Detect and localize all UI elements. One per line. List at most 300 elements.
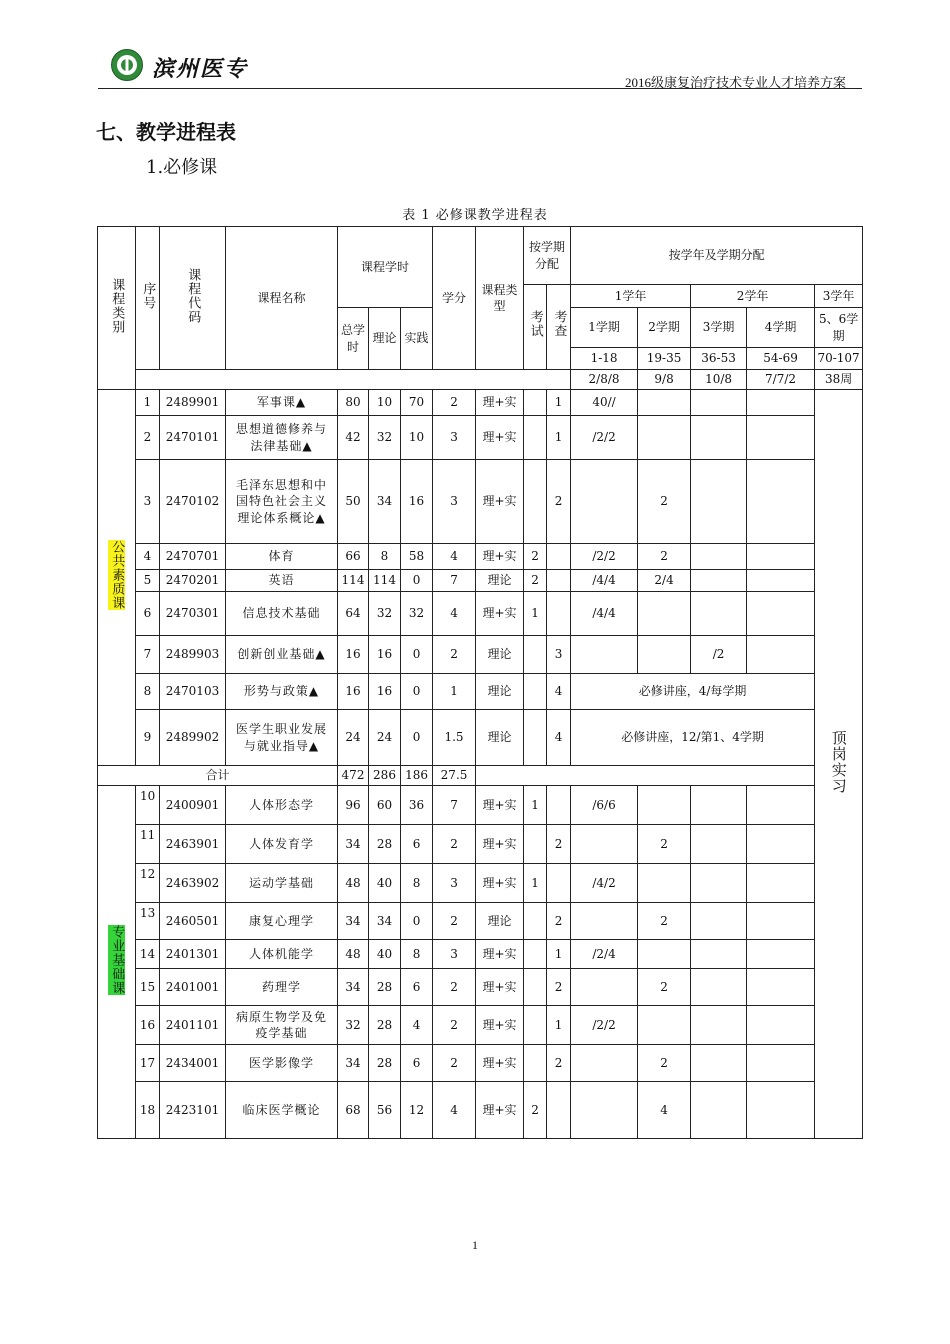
type-cell: 理+实 (476, 544, 524, 570)
internship-label: 顶岗实习 (829, 729, 848, 794)
sem1-cell: 40// (571, 390, 638, 416)
exam-cell (524, 636, 547, 674)
check-cell (547, 544, 571, 570)
seq-cell: 8 (136, 674, 160, 710)
type-cell: 理+实 (476, 592, 524, 636)
seq-label: 15 (139, 979, 156, 994)
sem4-cell (747, 390, 815, 416)
sem1-cell: /6/6 (571, 786, 638, 825)
weeks-sem2: 19-35 (638, 348, 691, 370)
type-cell: 理+实 (476, 864, 524, 903)
table-row (98, 1082, 863, 1139)
code-cell: 2400901 (160, 786, 226, 825)
subtotal-total: 472 (338, 766, 369, 786)
name-cell: 思想道德修养与法律基础▲ (226, 416, 338, 460)
practice-cell: 32 (401, 592, 433, 636)
header-total: 总学时 (338, 308, 369, 370)
table-row (98, 592, 863, 636)
seq-label: 18 (139, 1102, 156, 1117)
theory-cell: 60 (369, 786, 401, 825)
credit-cell: 4 (433, 1082, 476, 1139)
sem3-cell (691, 544, 747, 570)
internship-cell (815, 390, 863, 1139)
table-row (98, 636, 863, 674)
table-row (98, 544, 863, 570)
check-cell: 1 (547, 940, 571, 969)
practice-cell: 0 (401, 636, 433, 674)
table-row (98, 786, 863, 825)
seq-label: 11 (140, 828, 156, 842)
section-subtitle: 1.必修课 (146, 157, 218, 178)
type-cell: 理+实 (476, 825, 524, 864)
subtotal-practice: 186 (401, 766, 433, 786)
header-year2: 2学年 (691, 285, 815, 308)
split-sem1: 2/8/8 (571, 370, 638, 390)
sem1-cell: /2/4 (571, 940, 638, 969)
practice-cell: 6 (401, 825, 433, 864)
code-cell: 2489901 (160, 390, 226, 416)
code-cell: 2434001 (160, 1045, 226, 1082)
exam-cell (524, 674, 547, 710)
sem3-cell (691, 1082, 747, 1139)
weeks-sem3: 36-53 (691, 348, 747, 370)
check-cell: 2 (547, 460, 571, 544)
total-cell: 16 (338, 636, 369, 674)
type-cell: 理+实 (476, 416, 524, 460)
sem2-cell: 2 (638, 903, 691, 940)
check-cell: 2 (547, 903, 571, 940)
seq-cell (136, 1082, 160, 1139)
header-seq: 序号 (136, 227, 160, 370)
practice-cell: 0 (401, 903, 433, 940)
split-sem56: 38周 (815, 370, 863, 390)
name-cell: 医学影像学 (226, 1045, 338, 1082)
practice-cell: 36 (401, 786, 433, 825)
check-cell: 2 (547, 969, 571, 1006)
sem3-cell (691, 390, 747, 416)
check-cell: 2 (547, 1045, 571, 1082)
header-sem4: 4学期 (747, 308, 815, 348)
table-row (98, 864, 863, 903)
name-cell: 医学生职业发展与就业指导▲ (226, 710, 338, 766)
name-cell: 体育 (226, 544, 338, 570)
type-cell: 理论 (476, 710, 524, 766)
sem4-cell (747, 825, 815, 864)
type-cell: 理+实 (476, 786, 524, 825)
sem1-cell (571, 1082, 638, 1139)
check-cell: 1 (547, 1006, 571, 1045)
table-row (98, 460, 863, 544)
sem2-cell (638, 416, 691, 460)
type-cell: 理+实 (476, 460, 524, 544)
header-code: 课程代码 (160, 227, 226, 370)
exam-cell (524, 710, 547, 766)
practice-cell: 0 (401, 710, 433, 766)
exam-cell (524, 903, 547, 940)
seq-cell (136, 1045, 160, 1082)
sem1-cell: /2/2 (571, 1006, 638, 1045)
practice-cell: 10 (401, 416, 433, 460)
name-cell: 病原生物学及免疫学基础 (226, 1006, 338, 1045)
table-row (98, 570, 863, 592)
name-cell: 创新创业基础▲ (226, 636, 338, 674)
total-cell: 34 (338, 1045, 369, 1082)
code-cell: 2401101 (160, 1006, 226, 1045)
sem4-cell (747, 1006, 815, 1045)
name-cell: 信息技术基础 (226, 592, 338, 636)
sem3-cell (691, 825, 747, 864)
total-cell: 66 (338, 544, 369, 570)
type-cell: 理+实 (476, 940, 524, 969)
header-check: 考查 (547, 285, 571, 370)
seq-cell (136, 903, 160, 940)
theory-cell: 10 (369, 390, 401, 416)
sem4-cell (747, 1082, 815, 1139)
credit-cell: 4 (433, 592, 476, 636)
credit-cell: 3 (433, 416, 476, 460)
header-distribution: 按学年及学期分配 (571, 227, 863, 285)
sem4-cell (747, 636, 815, 674)
seq-cell: 7 (136, 636, 160, 674)
table-row (98, 1006, 863, 1045)
theory-cell: 114 (369, 570, 401, 592)
credit-cell: 4 (433, 544, 476, 570)
name-cell: 临床医学概论 (226, 1082, 338, 1139)
practice-cell: 58 (401, 544, 433, 570)
practice-cell: 12 (401, 1082, 433, 1139)
seq-label: 10 (140, 789, 156, 803)
sem1-cell: /4/4 (571, 592, 638, 636)
sem1-cell (571, 460, 638, 544)
school-name: 滨州医专 (152, 56, 249, 82)
sem1-cell (571, 903, 638, 940)
split-sem4: 7/7/2 (747, 370, 815, 390)
type-cell: 理论 (476, 570, 524, 592)
table-row (98, 825, 863, 864)
header-hours: 课程学时 (338, 227, 433, 308)
credit-cell: 3 (433, 864, 476, 903)
school-logo-icon (110, 48, 144, 82)
code-cell: 2423101 (160, 1082, 226, 1139)
header-sem56: 5、6学期 (815, 308, 863, 348)
header-year3: 3学年 (815, 285, 863, 308)
code-cell: 2460501 (160, 903, 226, 940)
sem4-cell (747, 416, 815, 460)
name-cell: 人体机能学 (226, 940, 338, 969)
code-cell: 2470301 (160, 592, 226, 636)
split-sem3: 10/8 (691, 370, 747, 390)
check-cell (547, 786, 571, 825)
credit-cell: 1 (433, 674, 476, 710)
header-name: 课程名称 (226, 227, 338, 370)
header-divider (98, 88, 862, 89)
sem4-cell (747, 570, 815, 592)
sem2-cell (638, 786, 691, 825)
credit-cell: 3 (433, 940, 476, 969)
credit-cell: 2 (433, 825, 476, 864)
header-exam: 考试 (524, 285, 547, 370)
code-cell: 2401301 (160, 940, 226, 969)
code-cell: 2489902 (160, 710, 226, 766)
theory-cell: 40 (369, 864, 401, 903)
table-row (98, 674, 863, 710)
practice-cell: 0 (401, 674, 433, 710)
sem2-cell (638, 390, 691, 416)
theory-cell: 34 (369, 903, 401, 940)
exam-cell: 1 (524, 592, 547, 636)
sem2-cell: 2 (638, 825, 691, 864)
header-sem2: 2学期 (638, 308, 691, 348)
total-cell: 48 (338, 864, 369, 903)
practice-cell: 6 (401, 1045, 433, 1082)
check-cell (547, 864, 571, 903)
table-row (98, 416, 863, 460)
sem3-cell (691, 1045, 747, 1082)
type-cell: 理论 (476, 903, 524, 940)
sem3-cell: /2 (691, 636, 747, 674)
header-blank (136, 370, 571, 390)
sem4-cell (747, 940, 815, 969)
practice-cell: 6 (401, 969, 433, 1006)
exam-cell (524, 825, 547, 864)
sem1-cell (571, 636, 638, 674)
name-cell: 军事课▲ (226, 390, 338, 416)
sem3-cell (691, 592, 747, 636)
sem1-cell (571, 969, 638, 1006)
sem2-cell: 2 (638, 1045, 691, 1082)
code-cell: 2470201 (160, 570, 226, 592)
theory-cell: 16 (369, 636, 401, 674)
header-credit: 学分 (433, 227, 476, 370)
name-cell: 康复心理学 (226, 903, 338, 940)
seq-cell (136, 940, 160, 969)
sem1-cell (571, 825, 638, 864)
weeks-sem4: 54-69 (747, 348, 815, 370)
theory-cell: 16 (369, 674, 401, 710)
code-cell: 2470101 (160, 416, 226, 460)
seq-cell: 4 (136, 544, 160, 570)
sem3-cell (691, 570, 747, 592)
sem4-cell (747, 544, 815, 570)
total-cell: 80 (338, 390, 369, 416)
check-cell: 3 (547, 636, 571, 674)
name-cell: 形势与政策▲ (226, 674, 338, 710)
sem4-cell (747, 786, 815, 825)
sem3-cell (691, 903, 747, 940)
name-cell: 毛泽东思想和中国特色社会主义理论体系概论▲ (226, 460, 338, 544)
header-assess: 按学期分配 (524, 227, 571, 285)
subtotal-label: 合计 (98, 766, 338, 786)
sem3-cell (691, 1006, 747, 1045)
practice-cell: 70 (401, 390, 433, 416)
sem4-cell (747, 1045, 815, 1082)
check-cell: 2 (547, 825, 571, 864)
sem4-cell (747, 903, 815, 940)
total-cell: 68 (338, 1082, 369, 1139)
sem1-cell (571, 1045, 638, 1082)
exam-cell (524, 1006, 547, 1045)
seq-cell: 5 (136, 570, 160, 592)
seq-cell: 9 (136, 710, 160, 766)
code-cell: 2470701 (160, 544, 226, 570)
credit-cell: 2 (433, 1006, 476, 1045)
sem3-cell (691, 460, 747, 544)
theory-cell: 8 (369, 544, 401, 570)
total-cell: 34 (338, 903, 369, 940)
exam-cell: 2 (524, 570, 547, 592)
seq-cell: 1 (136, 390, 160, 416)
type-cell: 理+实 (476, 969, 524, 1006)
subtotal-credit: 27.5 (433, 766, 476, 786)
lecture-span-cell: 必修讲座，12/第1、4学期 (571, 710, 815, 766)
exam-cell (524, 390, 547, 416)
table-row (98, 940, 863, 969)
table-caption: 表 1 必修课教学进程表 (402, 208, 548, 223)
credit-cell: 7 (433, 786, 476, 825)
header-sem1: 1学期 (571, 308, 638, 348)
code-cell: 2401001 (160, 969, 226, 1006)
theory-cell: 24 (369, 710, 401, 766)
name-cell: 药理学 (226, 969, 338, 1006)
sem2-cell (638, 940, 691, 969)
exam-cell (524, 940, 547, 969)
total-cell: 34 (338, 969, 369, 1006)
name-cell: 人体形态学 (226, 786, 338, 825)
exam-cell (524, 969, 547, 1006)
seq-cell: 3 (136, 460, 160, 544)
practice-cell: 4 (401, 1006, 433, 1045)
table-row (98, 710, 863, 766)
exam-cell (524, 1045, 547, 1082)
practice-cell: 16 (401, 460, 433, 544)
document-title: 2016级康复治疗技术专业人才培养方案 (624, 75, 846, 90)
check-cell: 1 (547, 390, 571, 416)
sem3-cell (691, 940, 747, 969)
sem3-cell (691, 416, 747, 460)
table-row (98, 390, 863, 416)
sem2-cell: 4 (638, 1082, 691, 1139)
header-theory: 理论 (369, 308, 401, 370)
theory-cell: 28 (369, 969, 401, 1006)
sem2-cell (638, 1006, 691, 1045)
type-cell: 理+实 (476, 1082, 524, 1139)
table-row (98, 1045, 863, 1082)
lecture-span-cell: 必修讲座，4/每学期 (571, 674, 815, 710)
seq-label: 12 (140, 867, 156, 881)
page-number: 1 (472, 1238, 478, 1252)
name-cell: 人体发育学 (226, 825, 338, 864)
exam-cell: 2 (524, 544, 547, 570)
sem2-cell: 2 (638, 460, 691, 544)
code-cell: 2470103 (160, 674, 226, 710)
seq-label: 16 (139, 1017, 156, 1032)
credit-cell: 2 (433, 903, 476, 940)
header-type: 课程类型 (476, 227, 524, 370)
credit-cell: 1.5 (433, 710, 476, 766)
theory-cell: 56 (369, 1082, 401, 1139)
code-cell: 2463902 (160, 864, 226, 903)
sem3-cell (691, 969, 747, 1006)
sem3-cell (691, 786, 747, 825)
total-cell: 42 (338, 416, 369, 460)
sem2-cell (638, 636, 691, 674)
type-cell: 理论 (476, 674, 524, 710)
header-category: 课程类别 (98, 227, 136, 390)
sem2-cell (638, 864, 691, 903)
total-cell: 64 (338, 592, 369, 636)
seq-cell (136, 825, 160, 864)
check-cell: 1 (547, 416, 571, 460)
check-cell (547, 1082, 571, 1139)
sem2-cell: 2/4 (638, 570, 691, 592)
practice-cell: 0 (401, 570, 433, 592)
sem4-cell (747, 864, 815, 903)
total-cell: 16 (338, 674, 369, 710)
sem2-cell (638, 592, 691, 636)
exam-cell (524, 460, 547, 544)
total-cell: 96 (338, 786, 369, 825)
credit-cell: 2 (433, 1045, 476, 1082)
seq-label: 17 (139, 1055, 156, 1070)
table-row (98, 903, 863, 940)
credit-cell: 3 (433, 460, 476, 544)
exam-cell: 1 (524, 864, 547, 903)
check-cell: 4 (547, 674, 571, 710)
theory-cell: 28 (369, 1006, 401, 1045)
theory-cell: 28 (369, 825, 401, 864)
category-label: 专业基础课 (109, 924, 125, 995)
name-cell: 英语 (226, 570, 338, 592)
total-cell: 114 (338, 570, 369, 592)
credit-cell: 2 (433, 390, 476, 416)
seq-cell (136, 1006, 160, 1045)
credit-cell: 7 (433, 570, 476, 592)
seq-cell (136, 786, 160, 825)
category-cell (98, 786, 136, 1139)
credit-cell: 2 (433, 969, 476, 1006)
check-cell (547, 570, 571, 592)
sem4-cell (747, 592, 815, 636)
check-cell (547, 592, 571, 636)
total-cell: 24 (338, 710, 369, 766)
subtotal-blank (476, 766, 815, 786)
subtotal-theory: 286 (369, 766, 401, 786)
name-cell: 运动学基础 (226, 864, 338, 903)
exam-cell (524, 416, 547, 460)
code-cell: 2463901 (160, 825, 226, 864)
type-cell: 理+实 (476, 1045, 524, 1082)
weeks-sem1: 1-18 (571, 348, 638, 370)
subtotal-row (98, 766, 863, 786)
theory-cell: 32 (369, 416, 401, 460)
exam-cell: 1 (524, 786, 547, 825)
sem4-cell (747, 460, 815, 544)
theory-cell: 32 (369, 592, 401, 636)
header-sem3: 3学期 (691, 308, 747, 348)
sem1-cell: /4/4 (571, 570, 638, 592)
theory-cell: 34 (369, 460, 401, 544)
sem2-cell: 2 (638, 544, 691, 570)
table-row (98, 969, 863, 1006)
type-cell: 理论 (476, 636, 524, 674)
header-practice: 实践 (401, 308, 433, 370)
seq-label: 13 (140, 906, 156, 920)
type-cell: 理+实 (476, 390, 524, 416)
category-cell (98, 390, 136, 766)
weeks-sem56: 70-107 (815, 348, 863, 370)
sem3-cell (691, 864, 747, 903)
exam-cell: 2 (524, 1082, 547, 1139)
